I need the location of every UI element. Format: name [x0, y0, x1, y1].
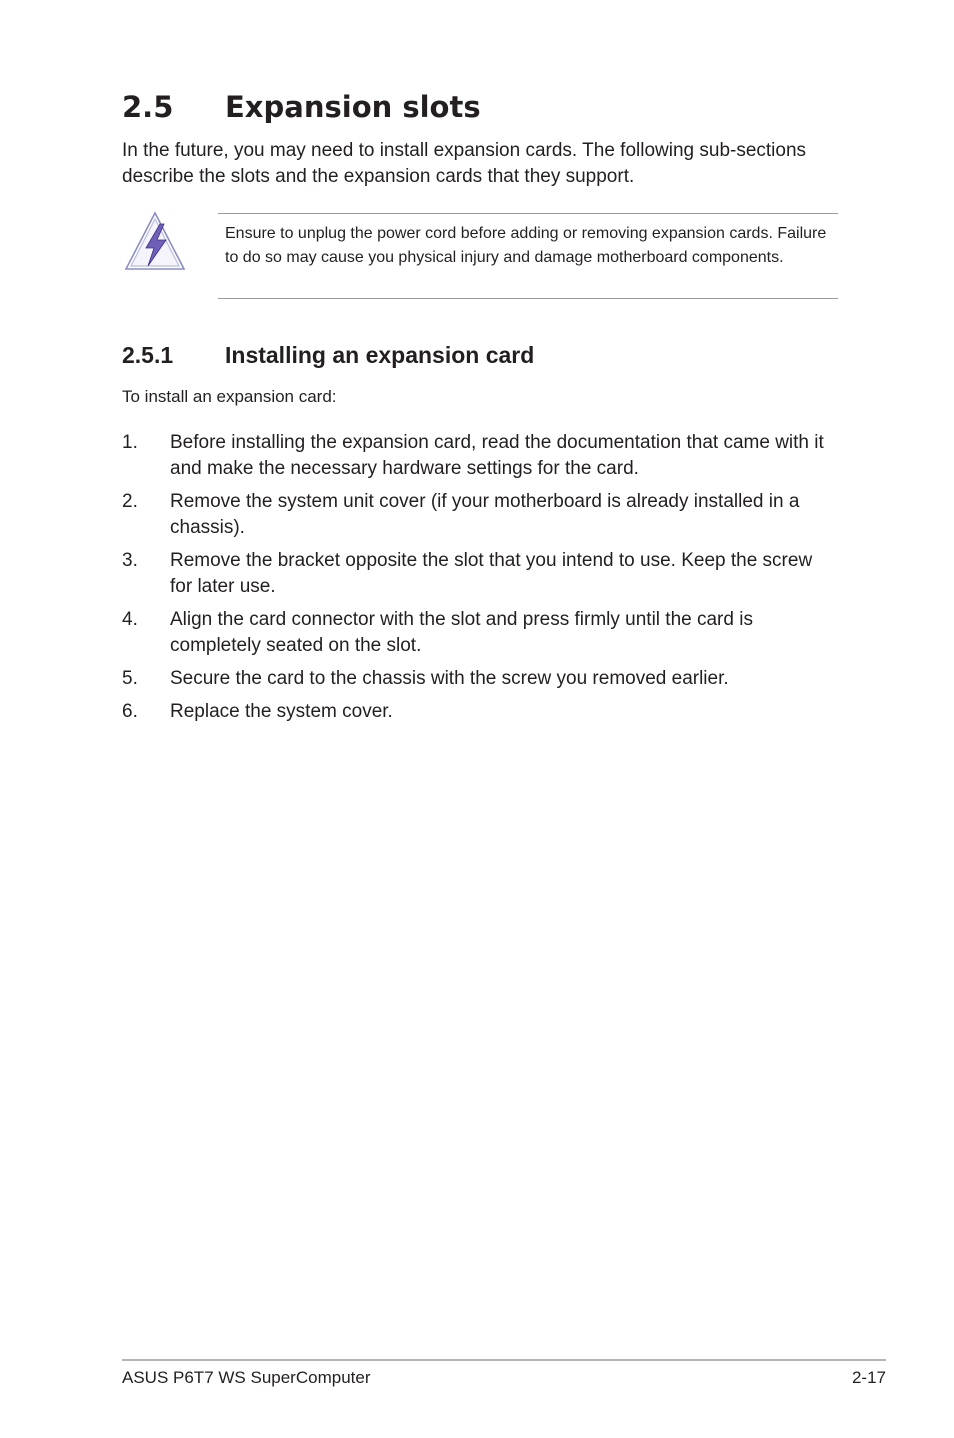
procedure-lead: To install an expansion card:	[122, 387, 337, 406]
step-item	[122, 666, 838, 692]
step-text: Replace the system cover.	[170, 701, 393, 722]
step-item	[122, 548, 838, 600]
caution-text: Ensure to unplug the power cord before adding or removing expansion cards. Failure to do so may cause you physical injury and damage motherboard components.	[225, 225, 827, 266]
step-item	[122, 489, 838, 541]
subsection-number: 2.5.1	[122, 342, 174, 368]
subsection-heading	[122, 338, 534, 372]
step-number: 3.	[122, 550, 138, 571]
step-number: 1.	[122, 432, 138, 453]
step-item	[122, 699, 838, 725]
step-text: Before installing the expansion card, read the documentation that came with it and make the necessary hardware settings for the card.	[170, 432, 824, 479]
section-heading	[122, 84, 481, 130]
caution-note	[218, 213, 838, 299]
step-number: 2.	[122, 491, 138, 512]
section-title: Expansion slots	[225, 90, 481, 124]
step-text: Remove the bracket opposite the slot that you intend to use. Keep the screw for later use.	[170, 550, 813, 597]
footer-page-number: 2-17	[851, 1368, 886, 1387]
footer-divider	[122, 1359, 886, 1361]
step-item	[122, 430, 838, 482]
step-text: Secure the card to the chassis with the screw you removed earlier.	[170, 668, 729, 689]
installation-steps	[122, 430, 838, 732]
step-text: Align the card connector with the slot and press firmly until the card is completely seated on the slot.	[170, 609, 753, 656]
step-text: Remove the system unit cover (if your motherboard is already installed in a chassis).	[170, 491, 800, 538]
warning-lightning-icon	[124, 210, 186, 272]
step-number: 4.	[122, 609, 138, 630]
section-number: 2.5	[122, 90, 174, 124]
step-item	[122, 607, 838, 659]
step-number: 6.	[122, 701, 138, 722]
footer-product-name: ASUS P6T7 WS SuperComputer	[122, 1368, 371, 1387]
intro-paragraph: In the future, you may need to install expansion cards. The following sub-sections describe the slots and the expansion cards that they support.	[122, 140, 807, 187]
step-number: 5.	[122, 668, 138, 689]
subsection-title: Installing an expansion card	[225, 342, 535, 368]
